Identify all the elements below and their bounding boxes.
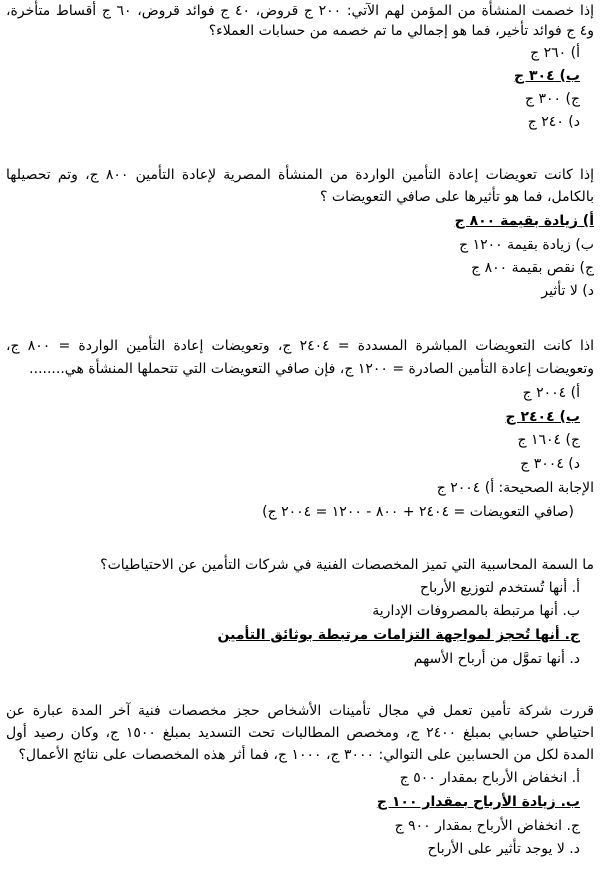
question-2-option-a-correct: أ) زيادة بقيمة ٨٠٠ ج xyxy=(454,213,594,229)
question-5-option-a: أ. انخفاض الأرباح بمقدار ٥٠٠ ج xyxy=(399,770,580,786)
question-1-line-1: إذا خصمت المنشأة من المؤمن لهم الآتي: ٢٠٠ ج قروض، ٤٠ ج فوائد قروض، ٦٠ ج أقساط متأخرة، xyxy=(6,3,594,19)
question-3-line-1: اذا كانت التعويضات المباشرة المسددة = ٢٤٠٤ ج، وتعويضات إعادة التأمين الواردة = ٨٠٠ ج، xyxy=(6,338,594,354)
question-5-option-d: د. لا يوجد تأثير على الأرباح xyxy=(427,841,580,857)
question-4-option-a: أ. أنها تُستخدم لتوزيع الأرباح xyxy=(420,580,580,596)
question-3-option-c: ج) ١٦٠٤ ج xyxy=(517,432,580,448)
question-5-line-3: المدة لكل من الحسابين على التوالي: ٣٠٠٠ ج، ١٠٠٠ ج، فما أثر هذه المخصصات على نتائج الأعمال؟ xyxy=(18,747,594,763)
question-5-line-2: احتياطي حسابي بمبلغ ٢٤٠٠ ج، ومخصص المطالبات تحت التسديد بمبلغ ١٥٠٠ ج، وكان رصيد أول xyxy=(6,725,594,741)
question-2-line-2: بالكامل، فما هو تأثيرها على صافي التعويضات ؟ xyxy=(320,189,594,205)
question-4-option-d: د. أنها تموَّل من أرباح الأسهم xyxy=(413,651,580,667)
question-3-option-b: ب) ٢٤٠٤ ج xyxy=(505,409,580,425)
question-1-option-c: ج) ٣٠٠ ج xyxy=(524,91,580,107)
question-4-option-c-correct: ج. أنها تُحجز لمواجهة التزامات مرتبطة بوثائق التأمين xyxy=(217,627,580,643)
question-3-explanation: (صافي التعويضات = ٢٤٠٤ + ٨٠٠ - ١٢٠٠ = ٢٠٠٤ ج) xyxy=(262,504,574,520)
question-5-option-b-correct: ب. زيادة الأرباح بمقدار ١٠٠ ج xyxy=(376,794,580,810)
question-2-line-1: إذا كانت تعويضات إعادة التأمين الواردة من المنشأة المصرية لإعادة التأمين ٨٠٠ ج، وتم تحصيلها xyxy=(6,167,594,183)
question-3-line-2: وتعويضات إعادة التأمين الصادرة = ١٢٠٠ ج، فإن صافي التعويضات التي تتحملها المنشأة هي........ xyxy=(29,361,594,377)
question-1-line-2: و٤ ج فوائد تأخير، فما هو إجمالي ما تم خصمه من حسابات العملاء؟ xyxy=(208,23,594,39)
question-3-option-a: أ) ٢٠٠٤ ج xyxy=(522,385,580,401)
question-3-option-d: د) ٣٠٠٤ ج xyxy=(520,456,580,472)
question-1-option-d: د) ٢٤٠ ج xyxy=(527,114,580,130)
question-4-option-b: ب. أنها مرتبطة بالمصروفات الإدارية xyxy=(372,603,580,619)
question-4-line-1: ما السمة المحاسبية التي تميز المخصصات الفنية في شركات التأمين عن الاحتياطيات؟ xyxy=(100,557,594,573)
question-5-line-1: قررت شركة تأمين تعمل في مجال تأمينات الأشخاص حجز مخصصات فنية آخر المدة عبارة عن xyxy=(6,703,594,719)
question-3-correct-answer: الإجابة الصحيحة: أ) ٢٠٠٤ ج xyxy=(436,480,594,496)
question-5-option-c: ج. انخفاض الأرباح بمقدار ٩٠٠ ج xyxy=(394,818,580,834)
question-1-option-b-correct: ب) ٣٠٤ ج xyxy=(514,68,580,84)
question-1-option-a: أ) ٢٦٠ ج xyxy=(530,45,580,61)
question-2-option-d: د) لا تأثير xyxy=(541,283,594,299)
question-2-option-c: ج) نقص بقيمة ٨٠٠ ج xyxy=(471,260,594,276)
question-2-option-b: ب) زيادة بقيمة ١٢٠٠ ج xyxy=(459,237,594,253)
